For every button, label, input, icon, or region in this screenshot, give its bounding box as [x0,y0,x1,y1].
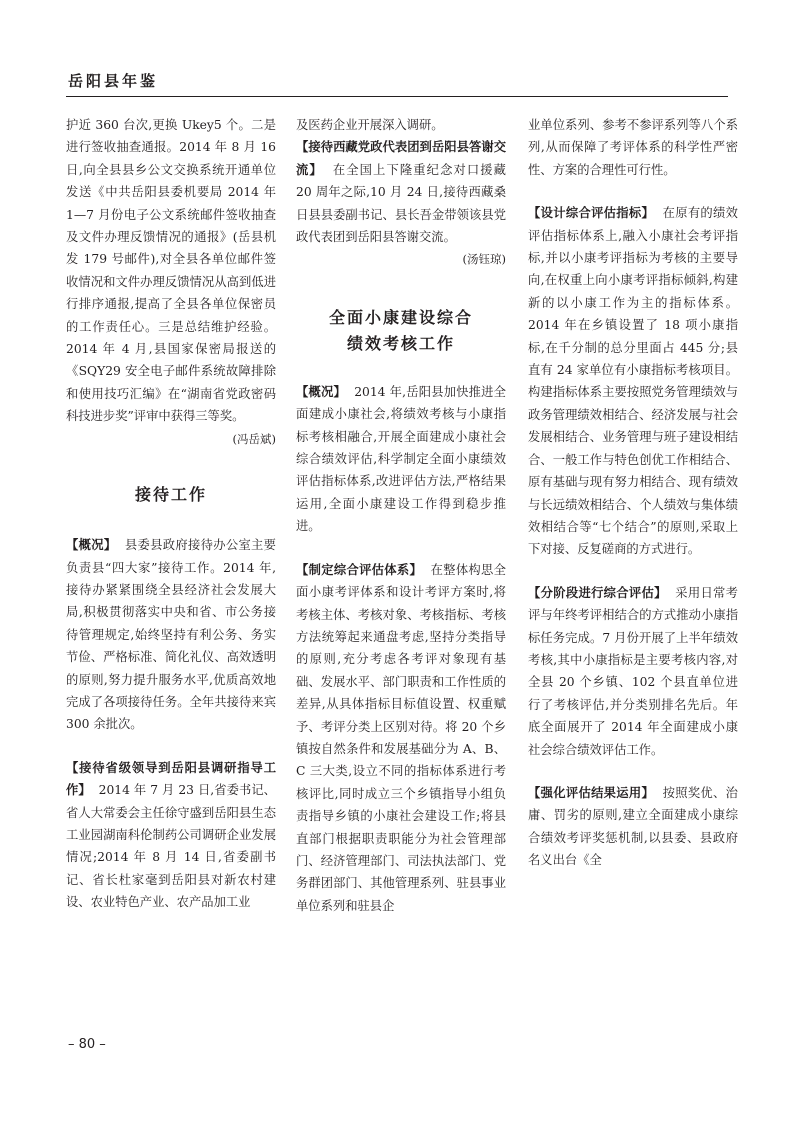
section-title-line: 全面小康建设综合 [328,307,473,327]
paragraph-heading: 【概况】 [66,538,117,553]
paragraph-body: 在原有的绩效评估指标体系上,融入小康社会考评指标,并以小康考评指标为考核的主要导向,在权重上向小康考评指标倾斜,构建新的以小康工作为主的指标体系。2014 年在乡镇设置了 18 项小康指标,在千分制的总分里面占 445 分;县直有 24 家单位有小康指标考核项目。构建指标体系主要按照党务管理绩效与政务管理绩效相结合、经济发展与社会发展相结合、业务管理与班子建设相结合、一般工作与特色创优工作相结合、原有基础与现有努力相结合、现有绩效与长远绩效相结合、个人绩效与集体绩效相结合等“七个结合”的原则,采取上下对接、反复磋商的方式进行。 [528,206,738,557]
paragraph-body: 按照奖优、治庸、罚劣的原则,建立全面建成小康综合绩效考评奖惩机制,以县委、县政府名义出台《全 [528,785,738,868]
paragraph-continued: 业单位系列、参考不参评系列等八个系列,从而保障了考评体系的科学性严密性、方案的合理性可行性。 [528,118,738,177]
author-signature: (冯岳斌) [232,431,276,446]
paragraph-results-application [528,782,738,872]
paragraph-heading: 【接待省级领导到岳阳县调研指导工作】 [66,760,276,798]
paragraph-overview [296,381,506,538]
paragraph-heading: 【分阶段进行综合评估】 [528,585,667,600]
paragraph-body: 在整体构思全面小康考评体系和设计考评方案时,将考核主体、考核对象、考核指标、考核方法统筹起来通盘考虑,坚持分类指导的原则,充分考虑各考评对象现有基础、发展水平、部门职责和工作性质的差异,从具体指标目标值设置、权重赋予、考评分类上区别对待。将 20 个乡镇按自然条件和发展基础分为 A、B、C 三大类,设立不同的指标体系进行考核评比,同时成立三个乡镇指导小组负责指导乡镇的小康社会建设工作;将县直部门根据职责职能分为社会管理部门、经济管理部门、司法执法部门、党务群团部门、其他管理系列、驻县事业单位系列和驻县企 [296,562,506,913]
header-rule [66,96,728,97]
paragraph-body: 县委县政府接待办公室主要负责县“四大家”接待工作。2014 年,接待办紧紧围绕全县经济社会发展大局,积极贯彻落实中央和省、市公务接待管理规定,始终坚持有利公务、务实节俭、严格标准、简化礼仪、高效透明的原则,努力提升服务水平,优质高效地完成了各项接待任务。全年共接待来宾 300 余批次。 [66,538,276,732]
paragraph-body: 2014 年,岳阳县加快推进全面建成小康社会,将绩效考核与小康指标考核相融合,开展全面建成小康社会综合绩效评估,科学制定全面小康绩效评估指标体系,改进评估方法,严格结果运用,全面小康建设工作得到稳步推进。 [296,384,506,534]
paragraph-heading: 【强化评估结果运用】 [528,785,655,800]
paragraph-body: 采用日常考评与年终考评相结合的方式推动小康指标任务完成。7 月份开展了上半年绩效考核,其中小康指标是主要考核内容,对全县 20 个乡镇、102 个县直单位进行了考核评估,并分类别排名先后。年底全面展开了 2014 年全面建成小康社会综合绩效评估工作。 [528,585,738,757]
paragraph-evaluation-system [296,559,506,918]
paragraph-body: 2014 年 7 月 23 日,省委书记、省人大常委会主任徐守盛到岳阳县生态工业园湖南科伦制药公司调研企业发展情况;2014 年 8 月 14 日,省委副书记、省长杜家毫到岳阳县对新农村建设、农业特色产业、农产品加工业 [66,783,276,910]
paragraph-heading: 【制定综合评估体系】 [296,562,423,577]
paragraph-provincial-leaders [66,757,276,914]
column-3 [528,114,738,872]
column-2 [296,114,506,917]
section-title-line: 绩效考核工作 [346,333,455,353]
paragraph-continued: 及医药企业开展深入调研。 [296,118,444,132]
paragraph-tibet-delegation [296,136,506,248]
column-1 [66,114,276,914]
paragraph-intro-continued: 护近 360 台次,更换 Ukey5 个。二是进行签收抽查通报。2014 年 8 月 16 日,向全县县乡公文交换系统开通单位发送《中共岳阳县委机要局 2014 年 1—7 月份电子公文系统邮件签收抽查及文件办理反馈情况的通报》(岳县机发 179 号邮件),对全县各单位邮件签收情况和文件办理反馈情况从高到低进行排序通报,提高了全县各单位保密员的工作责任心。三是总结维护经验。2014 年 4 月,县国家保密局报送的《SQY29 安全电子邮件系统故障排除和使用技巧汇编》在“湖南省党政密码科技进步奖”评审中获得三等奖。 [66,118,276,424]
section-title-reception: 接待工作 [134,485,207,505]
paragraph-heading: 【设计综合评估指标】 [528,206,655,221]
paragraph-overview [66,534,276,736]
author-signature: (汤钰琼) [462,252,506,267]
paragraph-heading: 【概况】 [296,384,346,399]
paragraph-phased-evaluation [528,582,738,761]
paragraph-indicators [528,202,738,561]
page-number: – 80 – [68,1037,106,1052]
section-title-xiaokang [296,305,506,357]
paragraph-heading: 【接待西藏党政代表团到岳阳县答谢交流】 [296,140,506,177]
paragraph-body: 在全国上下隆重纪念对口援藏 20 周年之际,10 月 24 日,接待西藏桑日县县委副书记、县长吾金带领该县党政代表团到岳阳县答谢交流。 [296,162,506,245]
running-header: 岳阳县年鉴 [68,72,159,90]
